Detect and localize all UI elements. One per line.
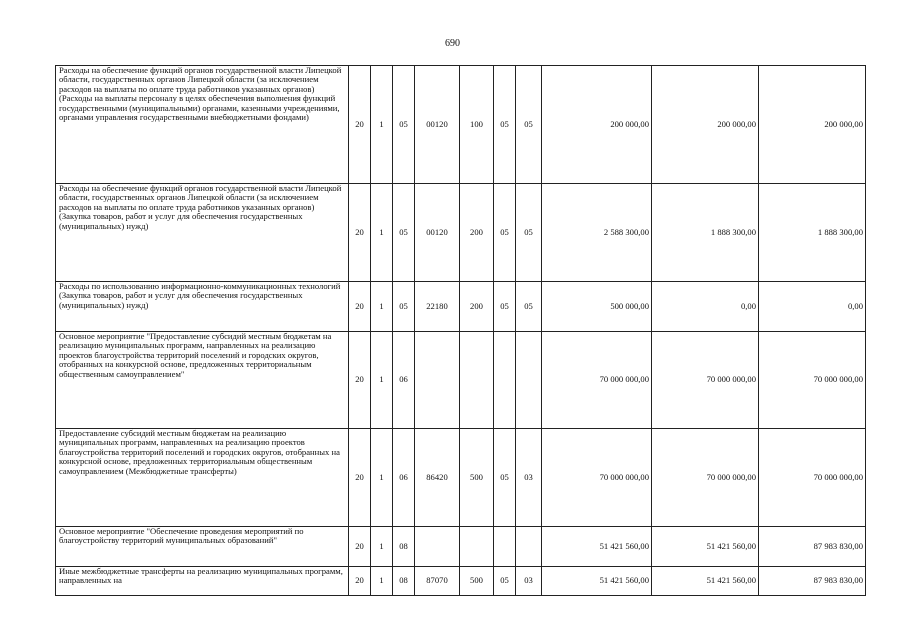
code-cell: 05: [516, 66, 542, 184]
code-cell: 20: [349, 527, 371, 567]
amount-cell: 0,00: [652, 282, 759, 332]
code-cell: 05: [494, 429, 516, 527]
amount-cell: 51 421 560,00: [652, 527, 759, 567]
table-row: [56, 429, 866, 527]
code-cell: 86420: [415, 429, 460, 527]
code-cell: [494, 332, 516, 429]
table-row: [56, 282, 866, 332]
amount-cell: 70 000 000,00: [652, 429, 759, 527]
code-cell: 500: [460, 567, 494, 596]
code-cell: 08: [393, 567, 415, 596]
code-cell: 00120: [415, 184, 460, 282]
table-row: [56, 332, 866, 429]
code-cell: 20: [349, 184, 371, 282]
code-cell: 200: [460, 282, 494, 332]
amount-cell: 87 983 830,00: [759, 527, 866, 567]
code-cell: 03: [516, 429, 542, 527]
code-cell: 08: [393, 527, 415, 567]
code-cell: 05: [516, 282, 542, 332]
amount-cell: 70 000 000,00: [652, 332, 759, 429]
amount-cell: 200 000,00: [542, 66, 652, 184]
page-number: 690: [445, 38, 460, 49]
amount-cell: 51 421 560,00: [542, 567, 652, 596]
amount-cell: 70 000 000,00: [759, 332, 866, 429]
amount-cell: 70 000 000,00: [759, 429, 866, 527]
code-cell: 00120: [415, 66, 460, 184]
code-cell: 20: [349, 66, 371, 184]
code-cell: [460, 332, 494, 429]
code-cell: 05: [494, 567, 516, 596]
code-cell: 06: [393, 332, 415, 429]
code-cell: [516, 527, 542, 567]
code-cell: 200: [460, 184, 494, 282]
code-cell: [415, 527, 460, 567]
code-cell: [516, 332, 542, 429]
code-cell: 05: [494, 282, 516, 332]
row-description: Расходы на обеспечение функций органов государственной власти Липецкой области, государственных органов Липецкой области (за исключением расходов на выплаты по оплате труда работников указанных органов) (Закупка товаров, работ и услуг для обеспечения государственных (муниципальных) нужд): [56, 184, 349, 282]
code-cell: 05: [494, 66, 516, 184]
row-description: Расходы по использованию информационно-коммуникационных технологий (Закупка товаров, работ и услуг для обеспечения государственных (муниципальных) нужд): [56, 282, 349, 332]
amount-cell: 51 421 560,00: [652, 567, 759, 596]
table-row: [56, 184, 866, 282]
code-cell: 20: [349, 567, 371, 596]
code-cell: 20: [349, 429, 371, 527]
code-cell: 1: [371, 66, 393, 184]
amount-cell: 1 888 300,00: [759, 184, 866, 282]
code-cell: 1: [371, 429, 393, 527]
code-cell: 20: [349, 282, 371, 332]
row-description: Основное мероприятие "Предоставление субсидий местным бюджетам на реализацию муниципальных программ, направленных на реализацию проектов благоустройства территорий поселений и городских округов, отобранных на конкурсной основе, предложенных территориальным общественным самоуправлением": [56, 332, 349, 429]
amount-cell: 87 983 830,00: [759, 567, 866, 596]
code-cell: 05: [393, 184, 415, 282]
code-cell: 1: [371, 332, 393, 429]
row-description: Основное мероприятие "Обеспечение проведения мероприятий по благоустройству территорий муниципальных образований": [56, 527, 349, 567]
code-cell: 05: [494, 184, 516, 282]
code-cell: 87070: [415, 567, 460, 596]
code-cell: 03: [516, 567, 542, 596]
code-cell: 06: [393, 429, 415, 527]
amount-cell: 70 000 000,00: [542, 332, 652, 429]
row-description: Расходы на обеспечение функций органов государственной власти Липецкой области, государственных органов Липецкой области (за исключением расходов на выплаты по оплате труда работников указанных органов) (Расходы на выплаты персоналу в целях обеспечения выполнения функций государственными (муниципальными) органами, казенными учреждениями, органами управления государственными внебюджетными фондами): [56, 66, 349, 184]
amount-cell: 1 888 300,00: [652, 184, 759, 282]
table-row: [56, 567, 866, 596]
amount-cell: 2 588 300,00: [542, 184, 652, 282]
code-cell: [494, 527, 516, 567]
amount-cell: 0,00: [759, 282, 866, 332]
code-cell: 1: [371, 184, 393, 282]
code-cell: 20: [349, 332, 371, 429]
amount-cell: 70 000 000,00: [542, 429, 652, 527]
code-cell: 05: [393, 66, 415, 184]
code-cell: 1: [371, 282, 393, 332]
amount-cell: 200 000,00: [759, 66, 866, 184]
code-cell: 22180: [415, 282, 460, 332]
code-cell: [415, 332, 460, 429]
code-cell: 05: [516, 184, 542, 282]
table-row: [56, 66, 866, 184]
row-description: Предоставление субсидий местным бюджетам на реализацию муниципальных программ, направленных на реализацию проектов благоустройства территорий поселений и городских округов, отобранных на конкурсной основе, предложенных территориальным общественным самоуправлением (Межбюджетные трансферты): [56, 429, 349, 527]
budget-table: [55, 65, 866, 596]
code-cell: 1: [371, 527, 393, 567]
code-cell: 100: [460, 66, 494, 184]
amount-cell: 500 000,00: [542, 282, 652, 332]
code-cell: 05: [393, 282, 415, 332]
table-row: [56, 527, 866, 567]
code-cell: [460, 527, 494, 567]
row-description: Иные межбюджетные трансферты на реализацию муниципальных программ, направленных на: [56, 567, 349, 596]
code-cell: 500: [460, 429, 494, 527]
amount-cell: 51 421 560,00: [542, 527, 652, 567]
code-cell: 1: [371, 567, 393, 596]
amount-cell: 200 000,00: [652, 66, 759, 184]
